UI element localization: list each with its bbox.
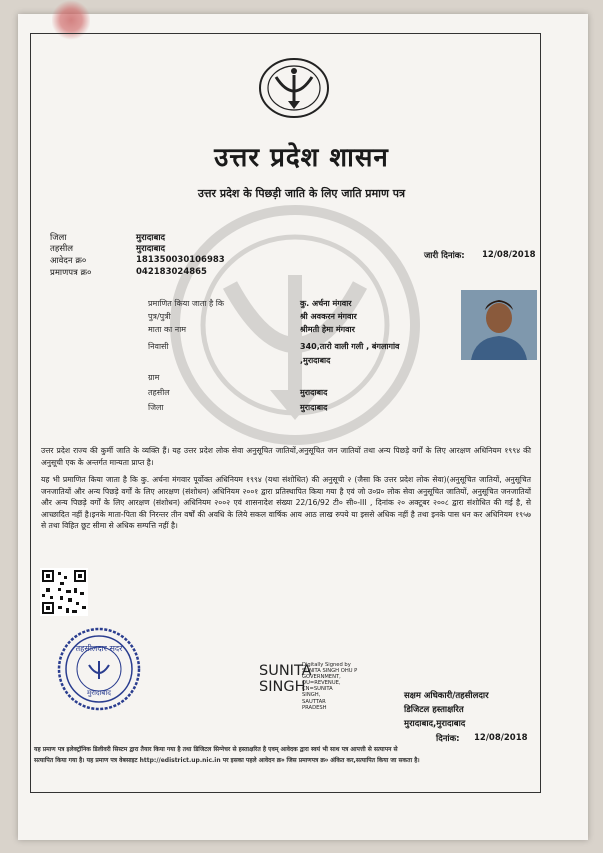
certificate-number-label: प्रमाणपत्र क्र०: [50, 268, 92, 278]
application-number: 181350030106983: [136, 255, 225, 265]
certificate-subtitle: उत्तर प्रदेश के पिछड़ी जाति के लिए जाति प्रमाण पत्र: [197, 187, 406, 200]
village-label: ग्राम: [148, 373, 160, 382]
certify-label: प्रमाणित किया जाता है कि: [148, 299, 225, 308]
signed-date: 12/08/2018: [474, 733, 528, 743]
tehsil-value: मुरादाबाद: [136, 244, 166, 254]
officer-place: मुरादाबाद,मुरादाबाद: [404, 719, 466, 729]
officer-title: सक्षम अधिकारी/तहसीलदार: [404, 691, 489, 701]
footer-line-1: यह प्रमाण पत्र इलेक्ट्रॉनिक डिलीवरी सिस्टम द्वारा तैयार किया गया है तथा डिजिटल सिग्नेचर से हस्ताक्षरित है एवम् आवेदक द्वारा स्वयं भी साथ पत्र आपत्ती से सत्यापन से: [34, 746, 398, 753]
person-tehsil-label: तहसील: [148, 388, 170, 397]
digitally-signed-label: डिजिटल हस्ताक्षरित: [404, 705, 464, 715]
qr-code-icon: [40, 568, 88, 616]
emblem-watermark-icon: [170, 205, 420, 445]
certification-paragraph: यह भी प्रमाणित किया जाता है कि कु. अर्चना मंगवार पूर्वोक्त अधिनियम १९९४ (यथा संशोधित) की अनुसूची २ (जैसा कि उत्तर प्रदेश लोक सेवा)(अनुसूचित जातियों, अनुसूचित जनजातियों और अन्य पिछड़े वर्गों के लिए आरक्षण (संशोधन) अधिनियम २००१ द्वारा प्रतिस्थापित किया गया है एवं जो उ०प्र० लोक सेवा अनुसूचित जातियों, अनुसूचित जनजातियों और अन्य पिछड़े वर्गों के लिए आरक्षण (संशोधन) अधिनियम २००२ एवं शासनादेश संख्या 22/16/92 टी० सी०-III , दिनांक २० अक्टूबर २००८ द्वारा संशोधित की गई है, से आच्छादित नहीं है।इनके माता-पिता की निरन्तर तीन वर्षों की अवधि के लिये सकल वार्षिक आय आठ लाख रुपये या इससे अधिक नहीं है तथा इनके पास धन कर अधिनियम १९५७ से तथा विहित छूट सीमा से अधिक सम्पत्ति नहीं है।: [41, 475, 531, 531]
signer-last-name: SINGH: [259, 679, 306, 695]
signed-date-label: दिनांक:: [436, 734, 460, 744]
person-tehsil: मुरादाबाद: [300, 388, 328, 397]
caste-paragraph: उत्तर प्रदेश राज्य की कुर्मी जाति के व्यक्ति हैं। यह उत्तर प्रदेश लोक सेवा अनुसूचित जातियों,अनुसूचित जन जातियों तथा अन्य पिछड़े वर्गों के लिए आरक्षण अधिनियम १९९४ की अनुसूची एक के अन्तर्गत मान्यता प्राप्त है।: [41, 446, 531, 467]
district-label: जिला: [50, 233, 67, 243]
relation-label: पुत्र/पुत्री: [148, 312, 171, 321]
application-label: आवेदन क्र०: [50, 256, 87, 266]
footer-note: [34, 744, 554, 766]
up-government-emblem-icon: [258, 57, 330, 119]
father-name: श्री अवकरन मंगवार: [300, 312, 357, 321]
tehsildar-seal-icon: [55, 625, 143, 713]
person-name: कु. अर्चना मंगवार: [300, 299, 352, 308]
certificate-number: 042183024865: [136, 267, 207, 277]
footer-line-2: सत्यापित किया गया है। यह प्रमाण पत्र वेबसाइट http://edistrict.up.nic.in पर इसका पहले आवेदन क्र० जिस प्रमाणपत्र क्र० अंकित कर,सत्यापित किया जा सकता है।: [34, 757, 420, 764]
seal-text: तहसीलदार सदर: [75, 644, 123, 653]
mother-label: माता का नाम: [148, 325, 187, 334]
page-title: उत्तर प्रदेश शासन: [214, 143, 389, 173]
issue-date-label: जारी दिनांक:: [424, 251, 465, 261]
tehsil-label: तहसील: [50, 244, 74, 254]
applicant-photo: [461, 290, 537, 360]
signer-first-name: SUNITA: [259, 663, 312, 679]
digital-signature-details: Digitally Signed by SUNITA SINGH OHU P GOVERNMENT, OU=REVENUE, CN=SUNITA SINGH, SAUTTAR PRADESH: [302, 662, 358, 711]
residence-label: निवासी: [148, 342, 169, 351]
mother-name: श्रीमती हेमा मंगवार: [300, 325, 355, 334]
address-line-1: 340,तारो वाली गली , बंगलागांव: [300, 342, 400, 351]
seal-bottom-text: मुरादाबाद: [87, 689, 111, 697]
district-value: मुरादाबाद: [136, 233, 166, 243]
person-district: मुरादाबाद: [300, 403, 328, 412]
issue-date: 12/08/2018: [482, 250, 536, 260]
person-district-label: जिला: [148, 403, 164, 412]
address-line-2: ,मुरादाबाद: [300, 356, 331, 365]
